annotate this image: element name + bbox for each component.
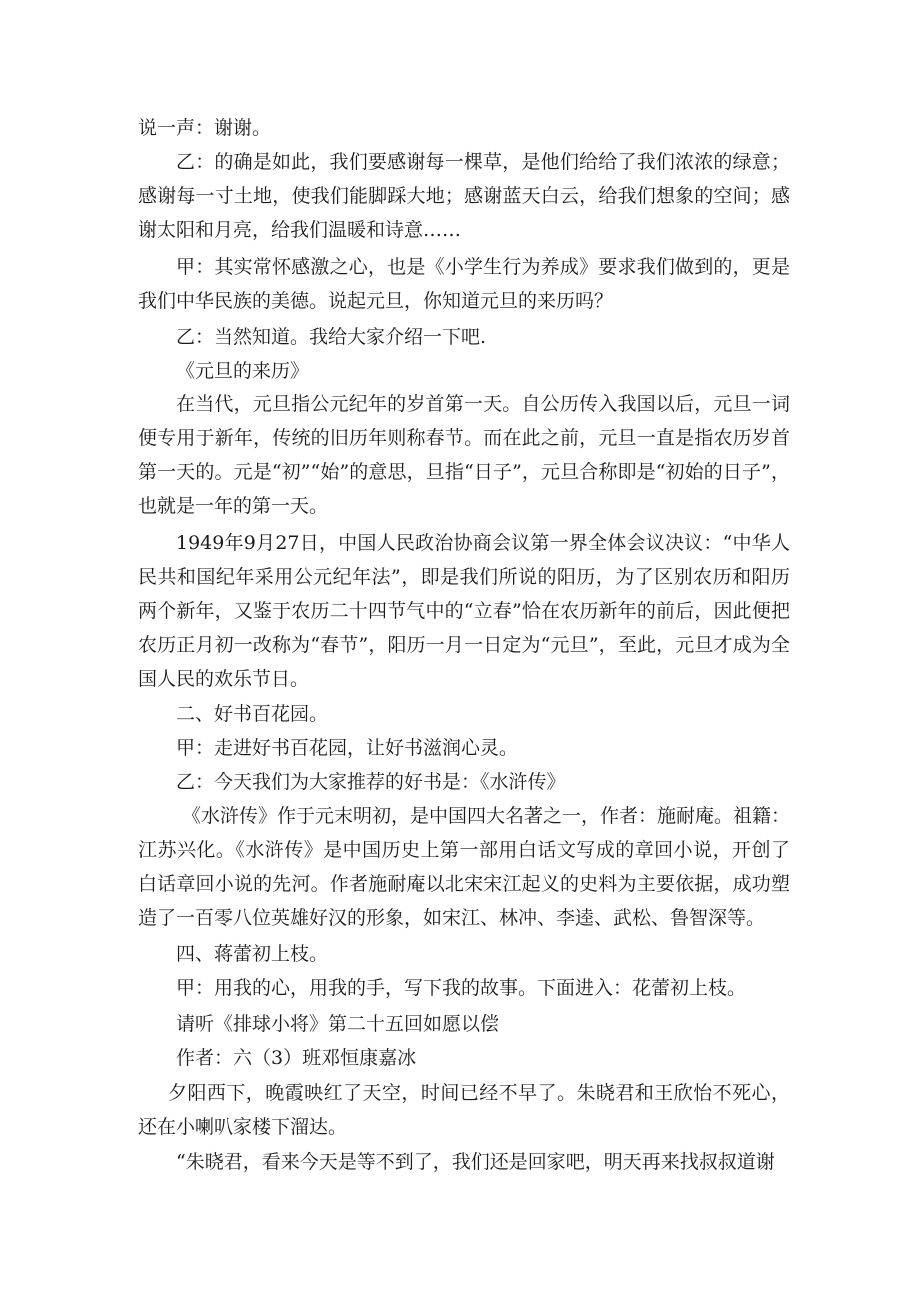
paragraph-yi-recommend: 乙：今天我们为大家推荐的好书是：《水浒传》 (176, 771, 566, 793)
paragraph-jia-my-story: 甲：用我的心，用我的手，写下我的故事。下面进入：花蕾初上枝。 (176, 977, 747, 999)
paragraph-yi-introduce: 乙：当然知道。我给大家介绍一下吧. (176, 326, 487, 348)
paragraph-jia-book-garden: 甲：走进好书百花园，让好书滋润心灵。 (176, 737, 519, 759)
story-title: 请听《排球小将》第二十五回如愿以偿 (176, 1013, 500, 1035)
paragraph-new-year-origin: 在当代，元旦指公元纪年的岁首第一天。自公历传入我国以后，元旦一词便专用于新年，传统的旧历年则称春节。而在此之前，元旦一直是指农历岁首第一天的。元是“初”“始”的意思，旦指“日子”，元旦合称即是“初始的日子”，也就是一年的第一天。 (138, 393, 790, 517)
paragraph-dialogue: “朱晓君，看来今天是等不到了，我们还是回家吧，明天再来找叔叔道谢 (176, 1151, 775, 1173)
section-heading-book-garden: 二、好书百花园。 (176, 703, 329, 725)
section-title-new-year-origin: 《元旦的来历》 (176, 360, 310, 382)
paragraph-sunset: 夕阳西下，晚霞映红了天空，时间已经不早了。朱晓君和王欣怡不死心，还在小喇叭家楼下溜达。 (138, 1082, 790, 1138)
story-author: 作者：六（3）班邓恒康嘉冰 (176, 1047, 417, 1069)
paragraph-yi-gratitude: 乙：的确是如此，我们要感谢每一棵草，是他们给给了我们浓浓的绿意；感谢每一寸土地，使我们能脚踩大地；感谢蓝天白云，给我们想象的空间；感谢太阳和月亮，给我们温暖和诗意…… (138, 151, 790, 241)
section-heading-buds: 四、蒋蕾初上枝。 (176, 943, 329, 965)
paragraph-1949-resolution: 1949年9月27日，中国人民政治协商会议第一界全体会议决议：“中华人民共和国纪年采用公元纪年法”，即是我们所说的阳历，为了区别农历和阳历两个新年，又鉴于农历二十四节气中的“立春”恰在农历新年的前后，因此便把农历正月初一改称为“春节”，阳历一月一日定为“元旦”，至此，元旦才成为全国人民的欢乐节日。 (138, 532, 790, 690)
paragraph-thanks-ending: 说一声：谢谢。 (138, 117, 272, 139)
paragraph-jia-gratitude-virtue: 甲：其实常怀感激之心，也是《小学生行为养成》要求我们做到的，更是我们中华民族的美德。说起元旦，你知道元旦的来历吗？ (138, 256, 790, 312)
paragraph-water-margin: 《水浒传》作于元末明初，是中国四大名著之一，作者：施耐庵。祖籍：江苏兴化。《水浒传》是中国历史上第一部用白话文写成的章回小说，开创了白话章回小说的先河。作者施耐庵以北宋宋江起义的史料为主要依据，成功塑造了一百零八位英雄好汉的形象，如宋江、林冲、李逵、武松、鲁智深等。 (138, 805, 791, 929)
